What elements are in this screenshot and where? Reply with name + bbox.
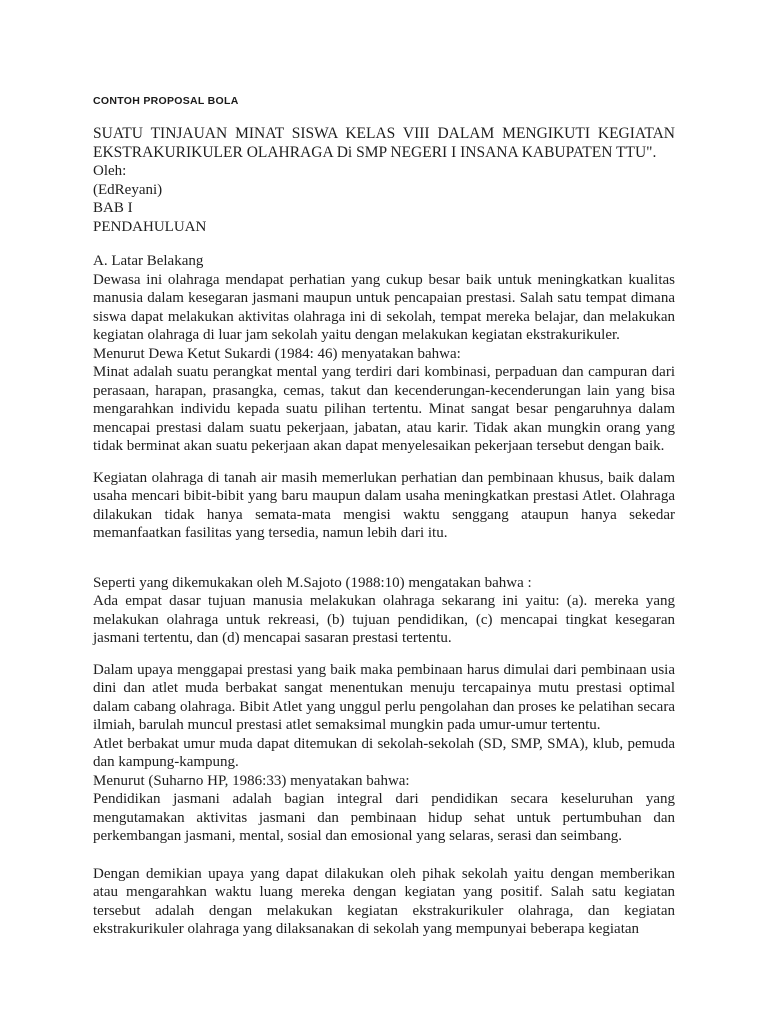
chapter-number: BAB I [93,200,133,216]
author-name: (EdReyani) [93,181,163,198]
body-paragraph: Atlet berbakat umur muda dapat ditemukan di sekolah-sekolah (SD, SMP, SMA), klub, pemuda dan kampung-kampung. [93,735,675,770]
document-title-line-2: EKSTRAKURIKULER OLAHRAGA Di SMP NEGERI I INSANA KABUPATEN TTU". [93,144,657,161]
body-paragraph: Dewasa ini olahraga mendapat perhatian yang cukup besar baik untuk meningkatkan kualitas manusia dalam kesegaran jasmani maupun untuk pencapaian prestasi. Salah satu tempat dimana siswa dapat melakukan aktivitas olahraga ini di sekolah, tempat mereka belajar, dan melakukan kegiatan olahraga di luar jam sekolah yaitu dengan melakukan kegiatan ekstrakurikuler. [93,271,675,343]
body-paragraph: Minat adalah suatu perangkat mental yang terdiri dari kombinasi, perpaduan dan campuran dari perasaan, harapan, prasangka, cemas, takut dan kecenderungan-kecenderungan lain yang bisa mengarahkan individu kepada suatu pilihan tertentu. Minat sangat besar pengaruhnya dalam mencapai prestasi dalam suatu pekerjaan, jabatan, atau karir. Tidak akan mungkin orang yang tidak berminat akan suatu pekerjaan akan dapat menyelesaikan pekerjaan tersebut dengan baik. [93,364,675,454]
section-heading: A. Latar Belakang [93,253,204,269]
byline-label: Oleh: [93,163,127,179]
document-title-line-1: SUATU TINJAUAN MINAT SISWA KELAS VIII DALAM MENGIKUTI KEGIATAN [93,125,675,142]
body-paragraph: Pendidikan jasmani adalah bagian integral dari pendidikan secara keseluruhan yang mengutamakan aktivitas jasmani dan pembinaan hidup sehat untuk pertumbuhan dan perkembangan jasmani, mental, sosial dan emosional yang selaras, serasi dan seimbang. [93,791,675,844]
citation-lead-in: Seperti yang dikemukakan oleh M.Sajoto (1988:10) mengatakan bahwa : [93,574,532,591]
body-paragraph: Dengan demikian upaya yang dapat dilakukan oleh pihak sekolah yaitu dengan memberikan atau mengarahkan waktu luang mereka dengan kegiatan yang positif. Salah satu kegiatan tersebut adalah dengan melakukan kegiatan ekstrakurikuler olahraga, dan kegiatan ekstrakurikuler olahraga yang dilaksanakan di sekolah yang mempunyai beberapa kegiatan [93,865,675,937]
body-paragraph: Dalam upaya menggapai prestasi yang baik maka pembinaan harus dimulai dari pembinaan usia dini dan atlet muda berbakat sangat menentukan menuju tercapainya mutu prestasi optimal dalam cabang olahraga. Bibit Atlet yang unggul perlu pengolahan dan proses ke pelatihan secara ilmiah, barulah muncul prestasi atlet semaksimal mungkin pada umur-umur tertentu. [93,661,675,733]
document-label: CONTOH PROPOSAL BOLA [93,95,239,107]
body-paragraph: Kegiatan olahraga di tanah air masih memerlukan perhatian dan pembinaan khusus, baik dalam usaha mencari bibit-bibit yang baru maupun dalam usaha meningkatkan prestasi Atlet. Olahraga dilakukan tidak hanya semata-mata mengisi waktu senggang ataupun hanya sekedar memanfaatkan fasilitas yang tersedia, namun lebih dari itu. [93,469,675,541]
citation-lead-in: Menurut Dewa Ketut Sukardi (1984: 46) menyatakan bahwa: [93,345,461,362]
body-paragraph: Ada empat dasar tujuan manusia melakukan olahraga sekarang ini yaitu: (a). mereka yang melakukan olahraga untuk rekreasi, (b) tujuan pendidikan, (c) mencapai tingkat kesegaran jasmani tertentu, dan (d) mencapai sasaran prestasi tertentu. [93,593,675,646]
document-content [93,95,675,939]
citation-lead-in: Menurut (Suharno HP, 1986:33) menyatakan bahwa: [93,772,410,789]
document-title [93,124,675,162]
chapter-title: PENDAHULUAN [93,218,207,235]
